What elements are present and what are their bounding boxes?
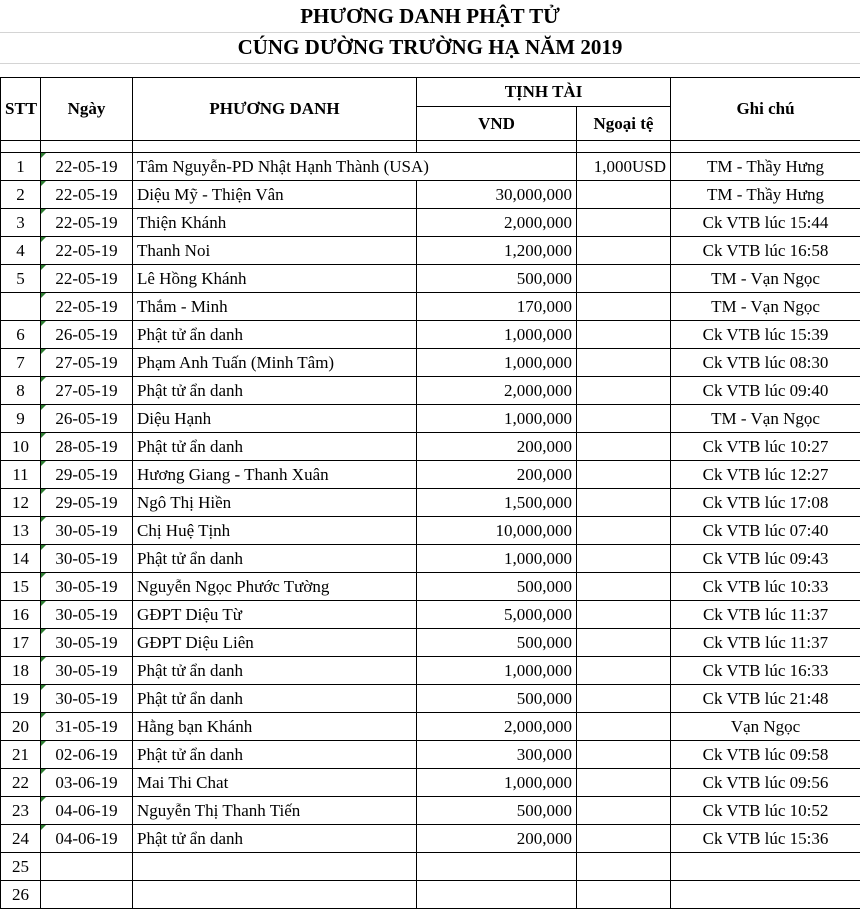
row-name: Phật tử ẩn danh: [133, 433, 417, 461]
row-date: 22-05-19: [41, 153, 133, 181]
table-row: [1, 657, 860, 685]
row-foreign: [577, 853, 671, 881]
row-name: Thắm - Minh: [133, 293, 417, 321]
row-name: GĐPT Diệu Liên: [133, 629, 417, 657]
table-row: [1, 825, 860, 853]
row-name: Phật tử ẩn danh: [133, 321, 417, 349]
row-stt: 23: [1, 797, 41, 825]
row-vnd: 1,000,000: [417, 321, 577, 349]
table-row: [1, 797, 860, 825]
row-note: Ck VTB lúc 12:27: [671, 461, 860, 489]
row-stt: 4: [1, 237, 41, 265]
row-note: Ck VTB lúc 16:33: [671, 657, 860, 685]
row-foreign: [577, 881, 671, 909]
row-note: Ck VTB lúc 10:27: [671, 433, 860, 461]
row-stt: 26: [1, 881, 41, 909]
row-foreign: [577, 489, 671, 517]
row-name: Phạm Anh Tuấn (Minh Tâm): [133, 349, 417, 377]
table-row: [1, 237, 860, 265]
row-name: [133, 881, 417, 909]
row-stt: 6: [1, 321, 41, 349]
table-row: [1, 433, 860, 461]
row-date: 22-05-19: [41, 293, 133, 321]
row-name: Phật tử ẩn danh: [133, 741, 417, 769]
table-row: [1, 517, 860, 545]
row-foreign: [577, 433, 671, 461]
row-name: Diệu Mỹ - Thiện Vân: [133, 181, 417, 209]
table-row: [1, 853, 860, 881]
row-vnd: 1,200,000: [417, 237, 577, 265]
table-row: [1, 601, 860, 629]
row-note: TM - Vạn Ngọc: [671, 405, 860, 433]
row-stt: 2: [1, 181, 41, 209]
row-name: Tâm Nguyễn-PD Nhật Hạnh Thành (USA): [133, 153, 577, 181]
row-date: 27-05-19: [41, 377, 133, 405]
table-row: [1, 209, 860, 237]
row-date: 29-05-19: [41, 489, 133, 517]
row-foreign: [577, 545, 671, 573]
row-name: Hằng bạn Khánh: [133, 713, 417, 741]
row-vnd: [417, 881, 577, 909]
row-vnd: 1,500,000: [417, 489, 577, 517]
row-foreign: [577, 349, 671, 377]
row-stt: 21: [1, 741, 41, 769]
row-date: 26-05-19: [41, 405, 133, 433]
row-foreign: [577, 685, 671, 713]
table-row: [1, 265, 860, 293]
row-vnd: 200,000: [417, 461, 577, 489]
row-date: [41, 881, 133, 909]
table-row: [1, 741, 860, 769]
row-date: 03-06-19: [41, 769, 133, 797]
table-row: [1, 545, 860, 573]
row-stt: 16: [1, 601, 41, 629]
row-date: 30-05-19: [41, 657, 133, 685]
row-stt: 19: [1, 685, 41, 713]
table-row: [1, 321, 860, 349]
row-date: 22-05-19: [41, 265, 133, 293]
row-foreign: [577, 517, 671, 545]
row-vnd: 170,000: [417, 293, 577, 321]
row-name: Hương Giang - Thanh Xuân: [133, 461, 417, 489]
row-name: Phật tử ẩn danh: [133, 545, 417, 573]
spacer-row: [1, 141, 860, 153]
row-vnd: 5,000,000: [417, 601, 577, 629]
row-date: 28-05-19: [41, 433, 133, 461]
row-date: 30-05-19: [41, 573, 133, 601]
row-foreign: [577, 321, 671, 349]
row-date: 26-05-19: [41, 321, 133, 349]
row-name: GĐPT Diệu Từ: [133, 601, 417, 629]
row-foreign: [577, 181, 671, 209]
header-foreign: Ngoại tệ: [577, 107, 671, 141]
row-note: Ck VTB lúc 09:58: [671, 741, 860, 769]
row-note: Ck VTB lúc 08:30: [671, 349, 860, 377]
row-foreign: [577, 573, 671, 601]
donation-table: [0, 77, 860, 909]
table-row: [1, 349, 860, 377]
row-foreign: [577, 265, 671, 293]
row-note: Ck VTB lúc 15:36: [671, 825, 860, 853]
row-stt: [1, 293, 41, 321]
row-vnd: 1,000,000: [417, 657, 577, 685]
header-name: PHƯƠNG DANH: [133, 78, 417, 141]
row-date: 04-06-19: [41, 825, 133, 853]
row-note: Ck VTB lúc 10:52: [671, 797, 860, 825]
row-name: Nguyễn Ngọc Phước Tường: [133, 573, 417, 601]
row-name: Lê Hồng Khánh: [133, 265, 417, 293]
table-row: [1, 685, 860, 713]
row-foreign: [577, 629, 671, 657]
row-foreign: [577, 209, 671, 237]
row-note: TM - Vạn Ngọc: [671, 265, 860, 293]
row-note: Ck VTB lúc 11:37: [671, 601, 860, 629]
header-stt: STT: [1, 78, 41, 141]
row-stt: 20: [1, 713, 41, 741]
table-body: [1, 153, 860, 909]
row-foreign: [577, 797, 671, 825]
row-stt: 7: [1, 349, 41, 377]
row-vnd: 10,000,000: [417, 517, 577, 545]
grid-line: [0, 63, 860, 64]
row-vnd: [417, 853, 577, 881]
page-title: PHƯƠNG DANH PHẬT TỬ: [300, 4, 560, 28]
table-row: [1, 713, 860, 741]
row-vnd: 1,000,000: [417, 769, 577, 797]
row-vnd: 500,000: [417, 797, 577, 825]
row-vnd: 300,000: [417, 741, 577, 769]
row-date: 31-05-19: [41, 713, 133, 741]
page-subtitle: CÚNG DƯỜNG TRƯỜNG HẠ NĂM 2019: [237, 35, 623, 59]
row-stt: 9: [1, 405, 41, 433]
row-date: 30-05-19: [41, 545, 133, 573]
row-note: Ck VTB lúc 07:40: [671, 517, 860, 545]
row-date: 04-06-19: [41, 797, 133, 825]
row-foreign: [577, 713, 671, 741]
table-row: [1, 629, 860, 657]
row-name: Phật tử ẩn danh: [133, 825, 417, 853]
row-vnd: 2,000,000: [417, 209, 577, 237]
row-date: 30-05-19: [41, 517, 133, 545]
row-date: 29-05-19: [41, 461, 133, 489]
table-row: [1, 377, 860, 405]
row-vnd: 200,000: [417, 433, 577, 461]
row-note: TM - Thầy Hưng: [671, 153, 860, 181]
row-note: [671, 853, 860, 881]
row-name: Diệu Hạnh: [133, 405, 417, 433]
row-foreign: [577, 769, 671, 797]
row-foreign: [577, 405, 671, 433]
row-name: [133, 853, 417, 881]
table-row: [1, 181, 860, 209]
row-note: Ck VTB lúc 17:08: [671, 489, 860, 517]
row-date: 02-06-19: [41, 741, 133, 769]
row-stt: 15: [1, 573, 41, 601]
table-row: [1, 489, 860, 517]
row-vnd: 1,000,000: [417, 405, 577, 433]
row-date: 30-05-19: [41, 601, 133, 629]
row-vnd: 30,000,000: [417, 181, 577, 209]
row-note: Ck VTB lúc 21:48: [671, 685, 860, 713]
row-name: Chị Huệ Tịnh: [133, 517, 417, 545]
row-note: TM - Thầy Hưng: [671, 181, 860, 209]
header-date: Ngày: [41, 78, 133, 141]
row-name: Phật tử ẩn danh: [133, 657, 417, 685]
row-foreign: [577, 237, 671, 265]
row-note: Vạn Ngọc: [671, 713, 860, 741]
row-name: Ngô Thị Hiền: [133, 489, 417, 517]
table-row: [1, 153, 860, 181]
row-note: Ck VTB lúc 09:56: [671, 769, 860, 797]
table-row: [1, 461, 860, 489]
row-date: 27-05-19: [41, 349, 133, 377]
table-row: [1, 405, 860, 433]
row-stt: 11: [1, 461, 41, 489]
grid-line: [0, 32, 860, 33]
row-date: 22-05-19: [41, 237, 133, 265]
row-vnd: 500,000: [417, 685, 577, 713]
row-note: Ck VTB lúc 09:43: [671, 545, 860, 573]
row-note: TM - Vạn Ngọc: [671, 293, 860, 321]
row-note: Ck VTB lúc 15:44: [671, 209, 860, 237]
row-vnd: 1,000,000: [417, 349, 577, 377]
header-note: Ghi chú: [671, 78, 860, 141]
row-stt: 12: [1, 489, 41, 517]
table-row: [1, 881, 860, 909]
row-name: Nguyễn Thị Thanh Tiến: [133, 797, 417, 825]
row-note: Ck VTB lúc 10:33: [671, 573, 860, 601]
row-vnd: 500,000: [417, 265, 577, 293]
row-foreign: [577, 601, 671, 629]
row-date: 30-05-19: [41, 685, 133, 713]
row-stt: 1: [1, 153, 41, 181]
row-vnd: 2,000,000: [417, 713, 577, 741]
row-stt: 22: [1, 769, 41, 797]
row-foreign: 1,000USD: [577, 153, 671, 181]
row-foreign: [577, 377, 671, 405]
row-date: 22-05-19: [41, 209, 133, 237]
row-name: Phật tử ẩn danh: [133, 685, 417, 713]
row-note: Ck VTB lúc 16:58: [671, 237, 860, 265]
row-foreign: [577, 741, 671, 769]
row-stt: 8: [1, 377, 41, 405]
table-row: [1, 769, 860, 797]
row-note: Ck VTB lúc 15:39: [671, 321, 860, 349]
row-vnd: 1,000,000: [417, 545, 577, 573]
row-note: Ck VTB lúc 09:40: [671, 377, 860, 405]
header-tinh-tai: TỊNH TÀI: [417, 78, 671, 107]
table-row: [1, 293, 860, 321]
table-row: [1, 573, 860, 601]
row-stt: 3: [1, 209, 41, 237]
row-stt: 17: [1, 629, 41, 657]
row-date: 22-05-19: [41, 181, 133, 209]
row-foreign: [577, 461, 671, 489]
row-vnd: 2,000,000: [417, 377, 577, 405]
row-foreign: [577, 657, 671, 685]
row-stt: 5: [1, 265, 41, 293]
row-stt: 14: [1, 545, 41, 573]
row-date: 30-05-19: [41, 629, 133, 657]
row-name: Thanh Noi: [133, 237, 417, 265]
row-foreign: [577, 825, 671, 853]
row-note: Ck VTB lúc 11:37: [671, 629, 860, 657]
row-vnd: 500,000: [417, 573, 577, 601]
row-stt: 10: [1, 433, 41, 461]
row-date: [41, 853, 133, 881]
row-stt: 18: [1, 657, 41, 685]
row-vnd: 200,000: [417, 825, 577, 853]
header-vnd: VND: [417, 107, 577, 141]
row-stt: 24: [1, 825, 41, 853]
row-stt: 13: [1, 517, 41, 545]
row-stt: 25: [1, 853, 41, 881]
row-name: Mai Thi Chat: [133, 769, 417, 797]
row-foreign: [577, 293, 671, 321]
row-note: [671, 881, 860, 909]
row-name: Phật tử ẩn danh: [133, 377, 417, 405]
row-name: Thiện Khánh: [133, 209, 417, 237]
row-vnd: 500,000: [417, 629, 577, 657]
